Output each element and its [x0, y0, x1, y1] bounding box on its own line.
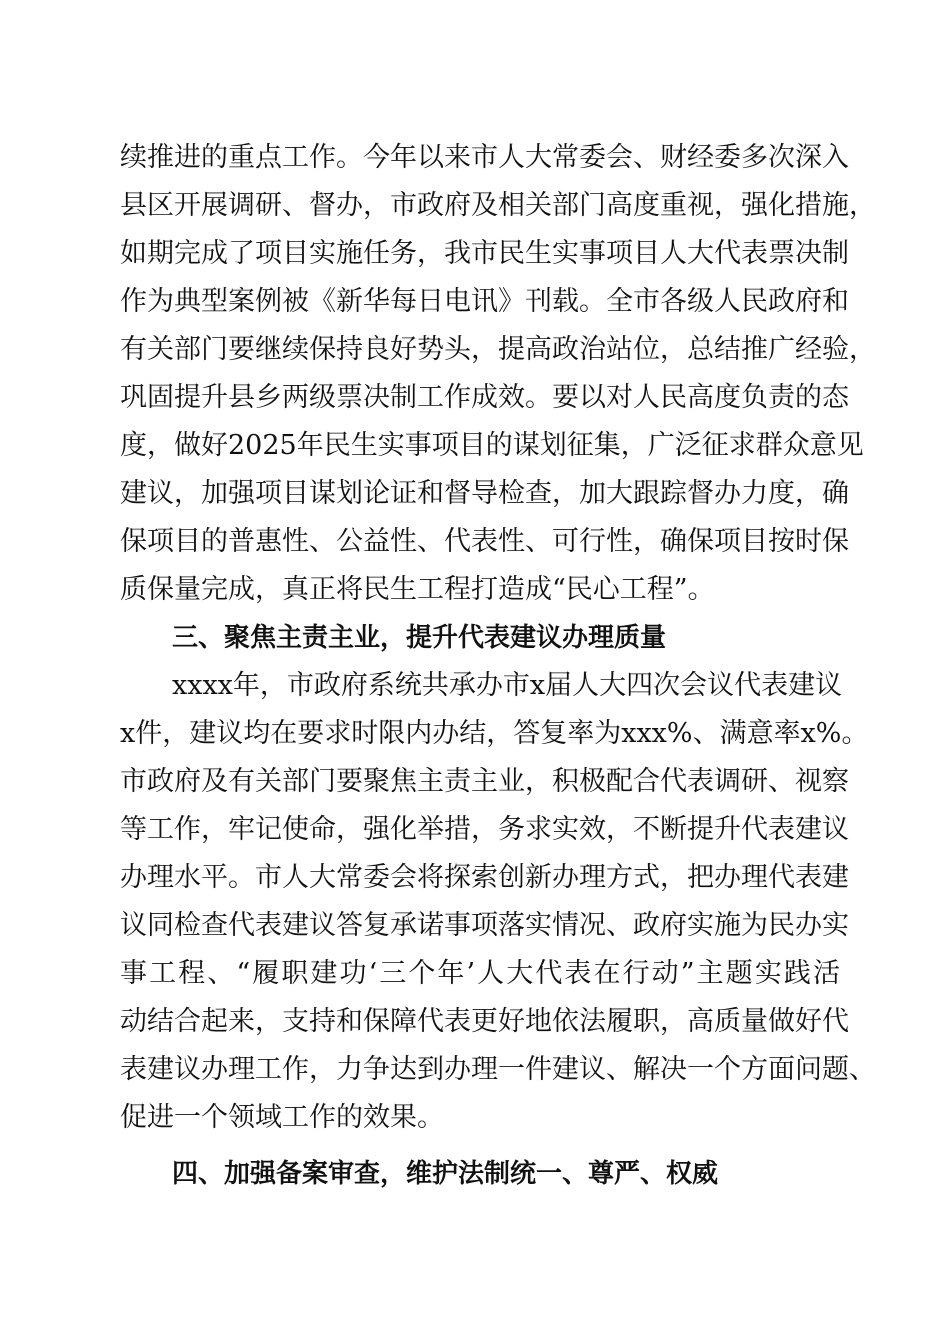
paragraph-line: 等工作，牢记使命，强化举措，务求实效，不断提升代表建议	[120, 814, 849, 845]
paragraph-line: 有关部门要继续保持良好势头，提高政治站位，总结推广经验，	[120, 334, 876, 365]
paragraph-line: 巩固提升县乡两级票决制工作成效。要以对人民高度负责的态	[120, 382, 849, 413]
paragraph-line: x件，建议均在要求时限内办结，答复率为xxx%、满意率x%。	[120, 718, 869, 749]
paragraph-line: 度，做好2025年民生实事项目的谋划征集，广泛征求群众意见	[120, 430, 864, 461]
paragraph-line: 议同检查代表建议答复承诺事项落实情况、政府实施为民办实	[120, 910, 849, 941]
paragraph-line: 促进一个领域工作的效果。	[120, 1102, 444, 1133]
paragraph-line: 动结合起来，支持和保障代表更好地依法履职，高质量做好代	[120, 1006, 849, 1037]
paragraph-line: xxxx年，市政府系统共承办市x届人大四次会议代表建议	[172, 670, 843, 701]
paragraph-line: 县区开展调研、督办，市政府及相关部门高度重视，强化措施，	[120, 190, 876, 221]
section-heading-4: 四、加强备案审查，维护法制统一、尊严、权威	[172, 1159, 719, 1189]
paragraph-line: 办理水平。市人大常委会将探索创新办理方式，把办理代表建	[120, 862, 849, 893]
paragraph-line: 事工程、“履职建功‘三个年’人大代表在行动”主题实践活	[120, 958, 840, 989]
section-heading-3: 三、聚焦主责主业，提升代表建议办理质量	[172, 623, 667, 653]
paragraph-line: 建议，加强项目谋划论证和督导检查，加大跟踪督办力度，确	[120, 478, 849, 509]
paragraph-line: 保项目的普惠性、公益性、代表性、可行性，确保项目按时保	[120, 526, 849, 557]
paragraph-line: 如期完成了项目实施任务，我市民生实事项目人大代表票决制	[120, 238, 849, 269]
paragraph-line: 续推进的重点工作。今年以来市人大常委会、财经委多次深入	[120, 142, 849, 173]
paragraph-line: 表建议办理工作，力争达到办理一件建议、解决一个方面问题、	[120, 1054, 876, 1085]
paragraph-line: 作为典型案例被《新华每日电讯》刊载。全市各级人民政府和	[120, 286, 849, 317]
paragraph-line: 质保量完成，真正将民生工程打造成“民心工程”。	[120, 574, 715, 605]
paragraph-line: 市政府及有关部门要聚焦主责主业，积极配合代表调研、视察	[120, 766, 849, 797]
